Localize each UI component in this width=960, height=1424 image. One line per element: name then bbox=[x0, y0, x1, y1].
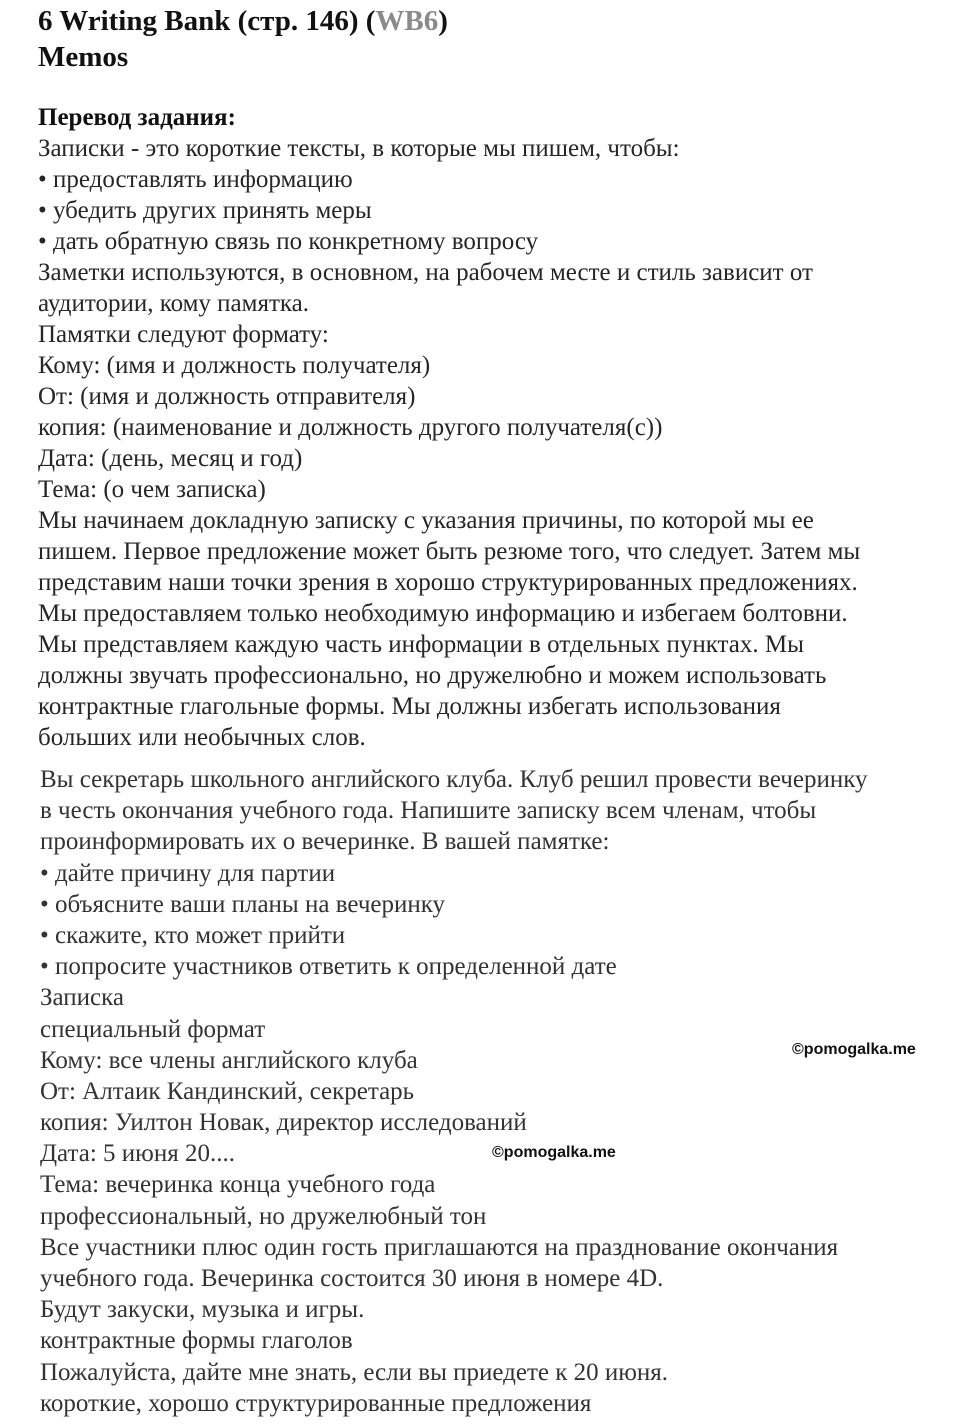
bullet-line: • дать обратную связь по конкретному вопросу bbox=[38, 228, 539, 255]
memo-line: учебного года. Вечеринка состоится 30 июня в номере 4D. bbox=[40, 1265, 664, 1292]
text-line: профессиональный, но дружелюбный тон bbox=[40, 1202, 487, 1230]
text-line: аудитории, кому памятка. bbox=[38, 290, 310, 317]
text-line: представим наши точки зрения в хорошо структурированных предложениях. bbox=[38, 569, 858, 596]
format-line: копия: (наименование и должность другого получателя(с)) bbox=[38, 414, 663, 441]
bullet-line: • дайте причину для партии bbox=[40, 859, 336, 887]
text-line: Мы представляем каждую часть информации в отдельных пунктах. Мы bbox=[38, 631, 804, 658]
text-line: в честь окончания учебного года. Напишите записку всем членам, чтобы bbox=[40, 797, 817, 825]
text-line: Памятки следуют формату: bbox=[38, 321, 329, 348]
text-line: Записки - это короткие тексты, в которые мы пишем, чтобы: bbox=[38, 135, 680, 162]
memo-line: копия: Уилтон Новак, директор исследований bbox=[40, 1109, 527, 1137]
format-line: От: (имя и должность отправителя) bbox=[38, 383, 416, 410]
page-subtitle: Memos bbox=[38, 41, 129, 73]
text-line: должны звучать профессионально, но дружелюбно и можем использовать bbox=[38, 662, 827, 689]
text-line: Вы секретарь школьного английского клуба. Клуб решил провести вечеринку bbox=[40, 766, 868, 793]
memo-line: Все участники плюс один гость приглашаются на празднование окончания bbox=[40, 1233, 839, 1261]
bullet-line: • скажите, кто может прийти bbox=[40, 921, 346, 949]
memo-line: Дата: 5 июня 20.... bbox=[40, 1140, 235, 1168]
title-code: WB6 bbox=[375, 5, 439, 37]
title-close: ) bbox=[438, 5, 448, 37]
text-line: проинформировать их о вечеринке. В вашей памятке: bbox=[40, 828, 610, 856]
memo-line: Будут закуски, музыка и игры. bbox=[40, 1296, 365, 1324]
memo-line: Кому: все члены английского клуба bbox=[40, 1046, 418, 1074]
text-line: Мы предоставляем только необходимую информацию и избегаем болтовни. bbox=[38, 600, 848, 627]
text-line: Записка bbox=[40, 984, 125, 1012]
text-line: больших или необычных слов. bbox=[38, 724, 366, 751]
task-section bbox=[40, 764, 950, 1419]
text-line: пишем. Первое предложение может быть резюме того, что следует. Затем мы bbox=[38, 538, 861, 565]
bullet-line: • попросите участников ответить к определенной дате bbox=[40, 953, 617, 981]
bullet-line: • убедить других принять меры bbox=[38, 197, 372, 224]
translation-section bbox=[38, 102, 948, 753]
format-line: Тема: (о чем записка) bbox=[38, 476, 266, 503]
watermark: ©pomogalka.me bbox=[492, 1144, 616, 1161]
text-line: контрактные формы глаголов bbox=[40, 1327, 353, 1355]
memo-line: Пожалуйста, дайте мне знать, если вы приедете к 20 июня. bbox=[40, 1358, 669, 1386]
text-line: короткие, хорошо структурированные предложения bbox=[40, 1389, 592, 1417]
text-line: контрактные глагольные формы. Мы должны избегать использования bbox=[38, 693, 781, 720]
translation-heading: Перевод задания: bbox=[38, 104, 236, 131]
text-line: специальный формат bbox=[40, 1015, 266, 1043]
watermark: ©pomogalka.me bbox=[792, 1041, 916, 1058]
text-line: Мы начинаем докладную записку с указания причины, по которой мы ее bbox=[38, 507, 814, 534]
bullet-line: • предоставлять информацию bbox=[38, 166, 353, 193]
title-main: 6 Writing Bank (стр. 146) ( bbox=[38, 5, 376, 37]
memo-line: Тема: вечеринка конца учебного года bbox=[40, 1171, 436, 1199]
bullet-line: • объясните ваши планы на вечеринку bbox=[40, 890, 446, 918]
format-line: Кому: (имя и должность получателя) bbox=[38, 352, 431, 379]
format-line: Дата: (день, месяц и год) bbox=[38, 445, 303, 472]
memo-line: От: Алтаик Кандинский, секретарь bbox=[40, 1077, 415, 1105]
page-title bbox=[38, 4, 448, 38]
text-line: Заметки используются, в основном, на рабочем месте и стиль зависит от bbox=[38, 259, 813, 286]
